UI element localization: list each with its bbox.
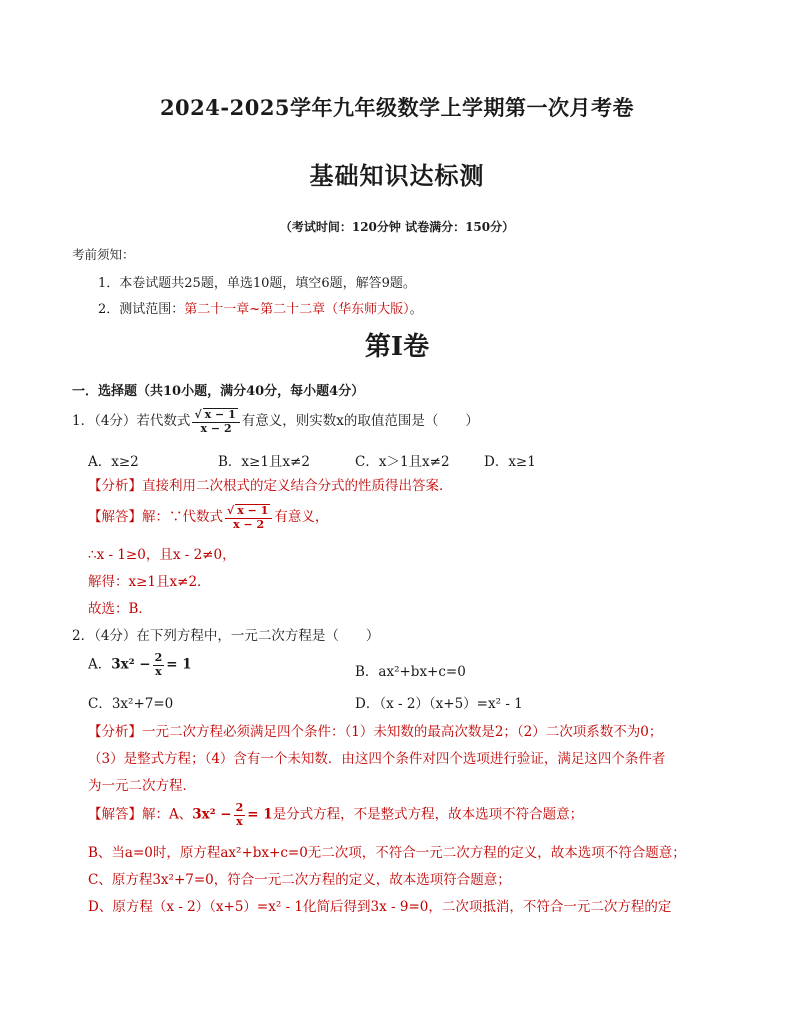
q1-frac-num: x − 1 — [204, 408, 236, 421]
q2-option-a-frac-num: 2 — [154, 651, 163, 664]
q2-answer-end: 是分式方程，不是整式方程，故本选项不符合题意； — [272, 806, 584, 823]
q1-option-c: C．x＞1且x≠2 — [355, 454, 450, 470]
q1-stem-end: 有意义，则实数x的取值范围是（ ） — [241, 413, 479, 430]
q2-option-a-label: A． — [88, 656, 112, 673]
q1-step-2: 解得：x≥1且x≠2． — [88, 574, 211, 590]
notice-item-1: 1．本卷试题共25题，单选10题，填空6题，解答9题。 — [98, 276, 416, 291]
q2-answer-frac-den: x — [236, 814, 243, 828]
q2-line-b: B、当a=0时，原方程ax²+bx+c=0无二次项，不符合一元二次方程的定义，故本选项不符合题意； — [88, 845, 686, 861]
q2-answer-right: = 1 — [247, 806, 273, 823]
time-info: （考试时间：120分钟 试卷满分：150分） — [279, 220, 515, 234]
q1-option-b: B．x≥1且x≠2 — [218, 454, 310, 470]
q1-frac-den: x − 2 — [200, 421, 232, 435]
q2-answer-left: 3x² − — [192, 806, 232, 823]
q1-answer-start: 【解答】解：∵代数式 — [88, 509, 223, 526]
q1-stem — [72, 408, 479, 435]
q2-option-b: B．ax²+bx+c=0 — [355, 664, 466, 680]
q2-option-a-frac-den: x — [155, 664, 162, 678]
q2-option-c: C．3x²+7=0 — [88, 696, 174, 712]
q2-analysis-2: （3）是整式方程；（4）含有一个未知数．由这四个条件对四个选项进行验证，满足这四个条件者 — [88, 751, 666, 767]
q2-option-a-left: 3x² − — [111, 656, 151, 673]
q2-answer — [88, 802, 583, 828]
q2-analysis-3: 为一元二次方程． — [88, 778, 196, 794]
q2-option-d: D．（x - 2）（x+5）=x² - 1 — [355, 696, 523, 712]
q1-answer-frac-den: x − 2 — [233, 517, 265, 531]
q1-choice: 故选：B． — [88, 601, 152, 617]
q1-option-d: D．x≥1 — [484, 454, 536, 470]
exam-title: 2024-2025学年九年级数学上学期第一次月考卷 — [159, 95, 635, 120]
q2-option-a — [88, 652, 192, 678]
q1-stem-start: 1．（4分）若代数式 — [72, 413, 191, 430]
volume-title: 第Ⅰ卷 — [364, 332, 430, 362]
q2-answer-fraction — [234, 802, 246, 828]
q1-fraction: $\frac{√ x - 1}{x - 2}$ — [192, 408, 239, 435]
q2-line-c: C、原方程3x²+7=0，符合一元二次方程的定义，故本选项符合题意； — [88, 872, 511, 888]
notice-heading: 考前须知： — [72, 247, 135, 262]
section-title: 一．选择题（共10小题，满分40分，每小题4分） — [72, 384, 365, 399]
exam-subtitle: 基础知识达标测 — [309, 161, 485, 190]
notice-item-2 — [98, 298, 423, 317]
q1-analysis: 【分析】直接利用二次根式的定义结合分式的性质得出答案． — [88, 478, 453, 494]
q2-analysis-1: 【分析】一元二次方程必须满足四个条件：（1）未知数的最高次数是2；（2）二次项系数不为0； — [88, 724, 663, 740]
q1-answer-end: 有意义， — [274, 509, 329, 526]
q2-option-a-fraction — [153, 652, 165, 678]
q2-stem: 2．（4分）在下列方程中，一元二次方程是（ ） — [72, 628, 380, 644]
q2-answer-start: 【解答】解：A、 — [88, 806, 193, 823]
q1-option-a: A．x≥2 — [88, 454, 139, 470]
q1-answer-frac-num: x − 1 — [237, 504, 269, 517]
test-range: 第二十一章~第二十二章（华东师大版） — [184, 302, 410, 317]
q2-line-d: D、原方程（x - 2）（x+5）=x² - 1化简后得到3x - 9=0，二次项抵消，不符合一元二次方程的定 — [88, 899, 672, 915]
notice-item-2-prefix: 2．测试范围： — [98, 302, 185, 317]
q1-answer-fraction: $\frac{√ x - 1}{x - 2}$ — [225, 504, 272, 531]
q1-step-1: ∴x - 1≥0，且x - 2≠0， — [88, 547, 236, 563]
notice-item-2-suffix: 。 — [409, 302, 423, 317]
q2-option-a-right: = 1 — [166, 656, 192, 673]
q1-answer — [88, 504, 328, 531]
q2-answer-frac-num: 2 — [235, 801, 244, 814]
